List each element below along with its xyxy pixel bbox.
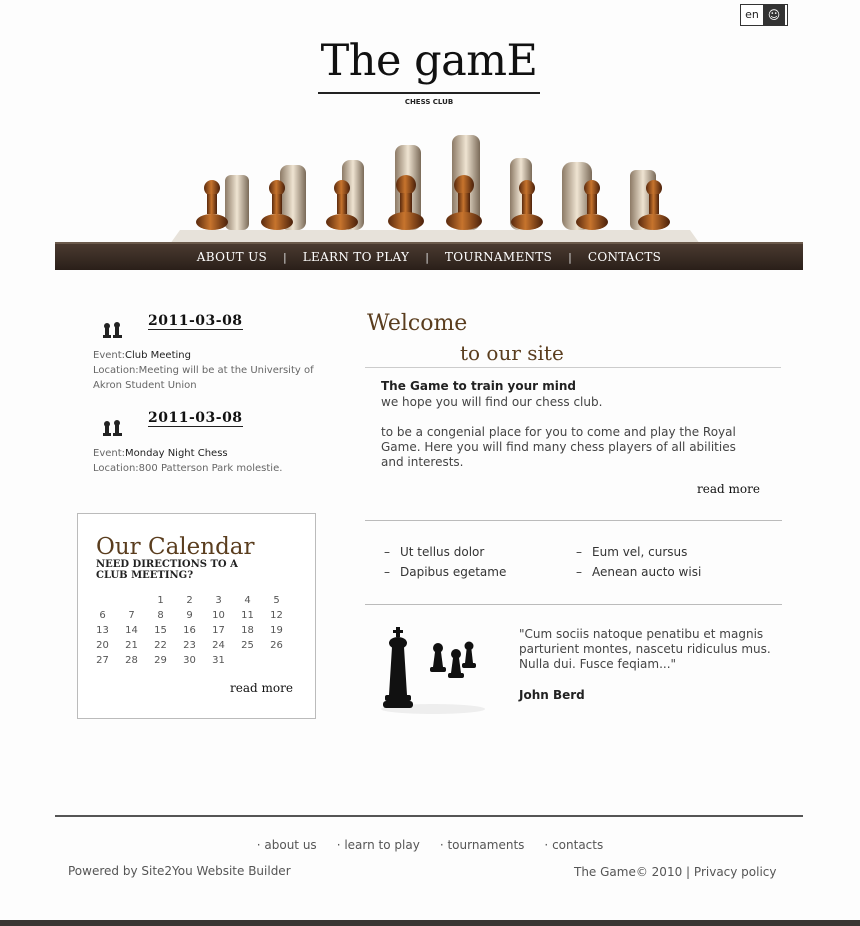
- calendar-day[interactable]: 30: [183, 655, 196, 666]
- news-date[interactable]: 2011-03-08: [148, 410, 243, 426]
- calendar-day[interactable]: 26: [270, 640, 283, 651]
- section-divider: [365, 604, 782, 605]
- testimonial-quote: "Cum sociis natoque penatibu et magnis parturient montes, nascetu ridiculus mus. Nulla dui. Fusce feqiam...": [519, 627, 771, 671]
- news-item: [93, 446, 323, 476]
- feature-item[interactable]: – Dapibus egetame: [384, 562, 506, 582]
- calendar-day[interactable]: 5: [273, 595, 280, 606]
- event-label: Event:: [93, 350, 126, 361]
- calendar-day[interactable]: 18: [241, 625, 254, 636]
- feature-item[interactable]: – Aenean aucto wisi: [576, 562, 701, 582]
- calendar-day[interactable]: 29: [154, 655, 167, 666]
- calendar-day[interactable]: 21: [125, 640, 138, 651]
- chess-pieces-icon: [101, 419, 125, 437]
- intro-paragraph: to be a congenial place for you to come and play the Royal Game. Here you will find many chess players of all abilities and interests.: [381, 425, 736, 469]
- location-label: Location:: [93, 365, 139, 376]
- location-label: Location:: [93, 463, 139, 474]
- testimonial-author: John Berd: [519, 688, 585, 702]
- calendar-day[interactable]: 19: [270, 625, 283, 636]
- welcome-subheading: to our site: [460, 341, 564, 365]
- language-switch[interactable]: [740, 4, 788, 26]
- site-logo-subtitle: CHESS CLUB: [404, 98, 454, 106]
- chess-pieces-icon: [101, 321, 125, 339]
- footer-link-contacts[interactable]: · contacts: [544, 838, 603, 852]
- calendar-title: Our Calendar: [96, 534, 255, 560]
- welcome-heading: Welcome: [367, 311, 468, 336]
- calendar-day[interactable]: 10: [212, 610, 225, 621]
- intro-paragraph: we hope you will find our chess club.: [381, 395, 603, 409]
- welcome-read-more-link[interactable]: read more: [697, 482, 760, 496]
- calendar-day[interactable]: 15: [154, 625, 167, 636]
- calendar-day[interactable]: 11: [241, 610, 254, 621]
- footer-divider-char: |: [686, 865, 691, 879]
- footer-link-tournaments[interactable]: · tournaments: [440, 838, 525, 852]
- calendar-day[interactable]: 27: [96, 655, 109, 666]
- calendar-day[interactable]: 23: [183, 640, 196, 651]
- section-divider: [365, 520, 782, 521]
- calendar-day[interactable]: 3: [215, 595, 222, 606]
- location-text: Meeting will be at the University of Akron Student Union: [93, 365, 314, 391]
- nav-separator: |: [568, 250, 572, 264]
- nav-separator: |: [425, 250, 429, 264]
- welcome-divider: [365, 367, 781, 368]
- calendar-day[interactable]: 1: [157, 595, 164, 606]
- calendar-day[interactable]: 8: [157, 610, 164, 621]
- main-nav: [55, 242, 803, 270]
- calendar-day[interactable]: 13: [96, 625, 109, 636]
- event-name: Club Meeting: [125, 350, 191, 361]
- calendar-day[interactable]: 31: [212, 655, 225, 666]
- footer-link-learn-to-play[interactable]: · learn to play: [337, 838, 420, 852]
- news-date[interactable]: 2011-03-08: [148, 313, 243, 329]
- privacy-policy-link[interactable]: Privacy policy: [693, 865, 777, 879]
- feature-item[interactable]: – Ut tellus dolor: [384, 542, 506, 562]
- calendar-day[interactable]: 12: [270, 610, 283, 621]
- calendar-day[interactable]: 22: [154, 640, 167, 651]
- feature-item[interactable]: – Eum vel, cursus: [576, 542, 701, 562]
- calendar-day[interactable]: 7: [128, 610, 135, 621]
- calendar-day[interactable]: 9: [186, 610, 193, 621]
- powered-by-text[interactable]: Powered by Site2You Website Builder: [68, 864, 291, 878]
- calendar-day[interactable]: 4: [244, 595, 251, 606]
- calendar-day[interactable]: 14: [125, 625, 138, 636]
- event-label: Event:: [93, 448, 126, 459]
- bottom-bar: [0, 920, 860, 926]
- calendar-day[interactable]: 28: [125, 655, 138, 666]
- calendar-grid: [88, 593, 291, 668]
- nav-about-us[interactable]: ABOUT US: [196, 250, 268, 264]
- calendar-day[interactable]: [117, 593, 146, 608]
- copyright-line: [574, 865, 777, 879]
- calendar-day[interactable]: 17: [212, 625, 225, 636]
- footer-nav: [0, 838, 860, 852]
- location-text: 800 Patterson Park molestie.: [138, 463, 283, 474]
- site-logo-title[interactable]: The gamE: [320, 36, 538, 86]
- event-name: Monday Night Chess: [125, 448, 228, 459]
- calendar-read-more-link[interactable]: read more: [230, 681, 293, 695]
- calendar-day[interactable]: [262, 653, 291, 668]
- intro-headline: The Game to train your mind: [381, 379, 577, 393]
- calendar-day[interactable]: 16: [183, 625, 196, 636]
- logo-underline: [318, 92, 540, 94]
- footer-link-about-us[interactable]: · about us: [257, 838, 317, 852]
- calendar-day[interactable]: 24: [212, 640, 225, 651]
- nav-contacts[interactable]: CONTACTS: [587, 250, 662, 264]
- feature-list: [576, 542, 701, 582]
- calendar-day[interactable]: 6: [99, 610, 106, 621]
- calendar-day[interactable]: [88, 593, 117, 608]
- calendar-day[interactable]: 25: [241, 640, 254, 651]
- calendar-day[interactable]: 2: [186, 595, 193, 606]
- calendar-subtitle[interactable]: NEED DIRECTIONS TO A CLUB MEETING?: [96, 559, 238, 581]
- nav-learn-to-play[interactable]: LEARN TO PLAY: [302, 250, 410, 264]
- nav-separator: |: [283, 250, 287, 264]
- chess-pieces-banner: [170, 120, 700, 244]
- footer-divider: [55, 815, 803, 817]
- calendar-day[interactable]: 20: [96, 640, 109, 651]
- language-code[interactable]: en: [745, 8, 759, 21]
- feature-list: [384, 542, 506, 582]
- calendar-day[interactable]: [233, 653, 262, 668]
- globe-icon[interactable]: ☺: [763, 5, 785, 25]
- chess-king-pawns-image: [378, 625, 488, 715]
- news-item: [93, 348, 323, 393]
- copyright-text: The Game© 2010: [574, 865, 683, 879]
- nav-tournaments[interactable]: TOURNAMENTS: [444, 250, 553, 264]
